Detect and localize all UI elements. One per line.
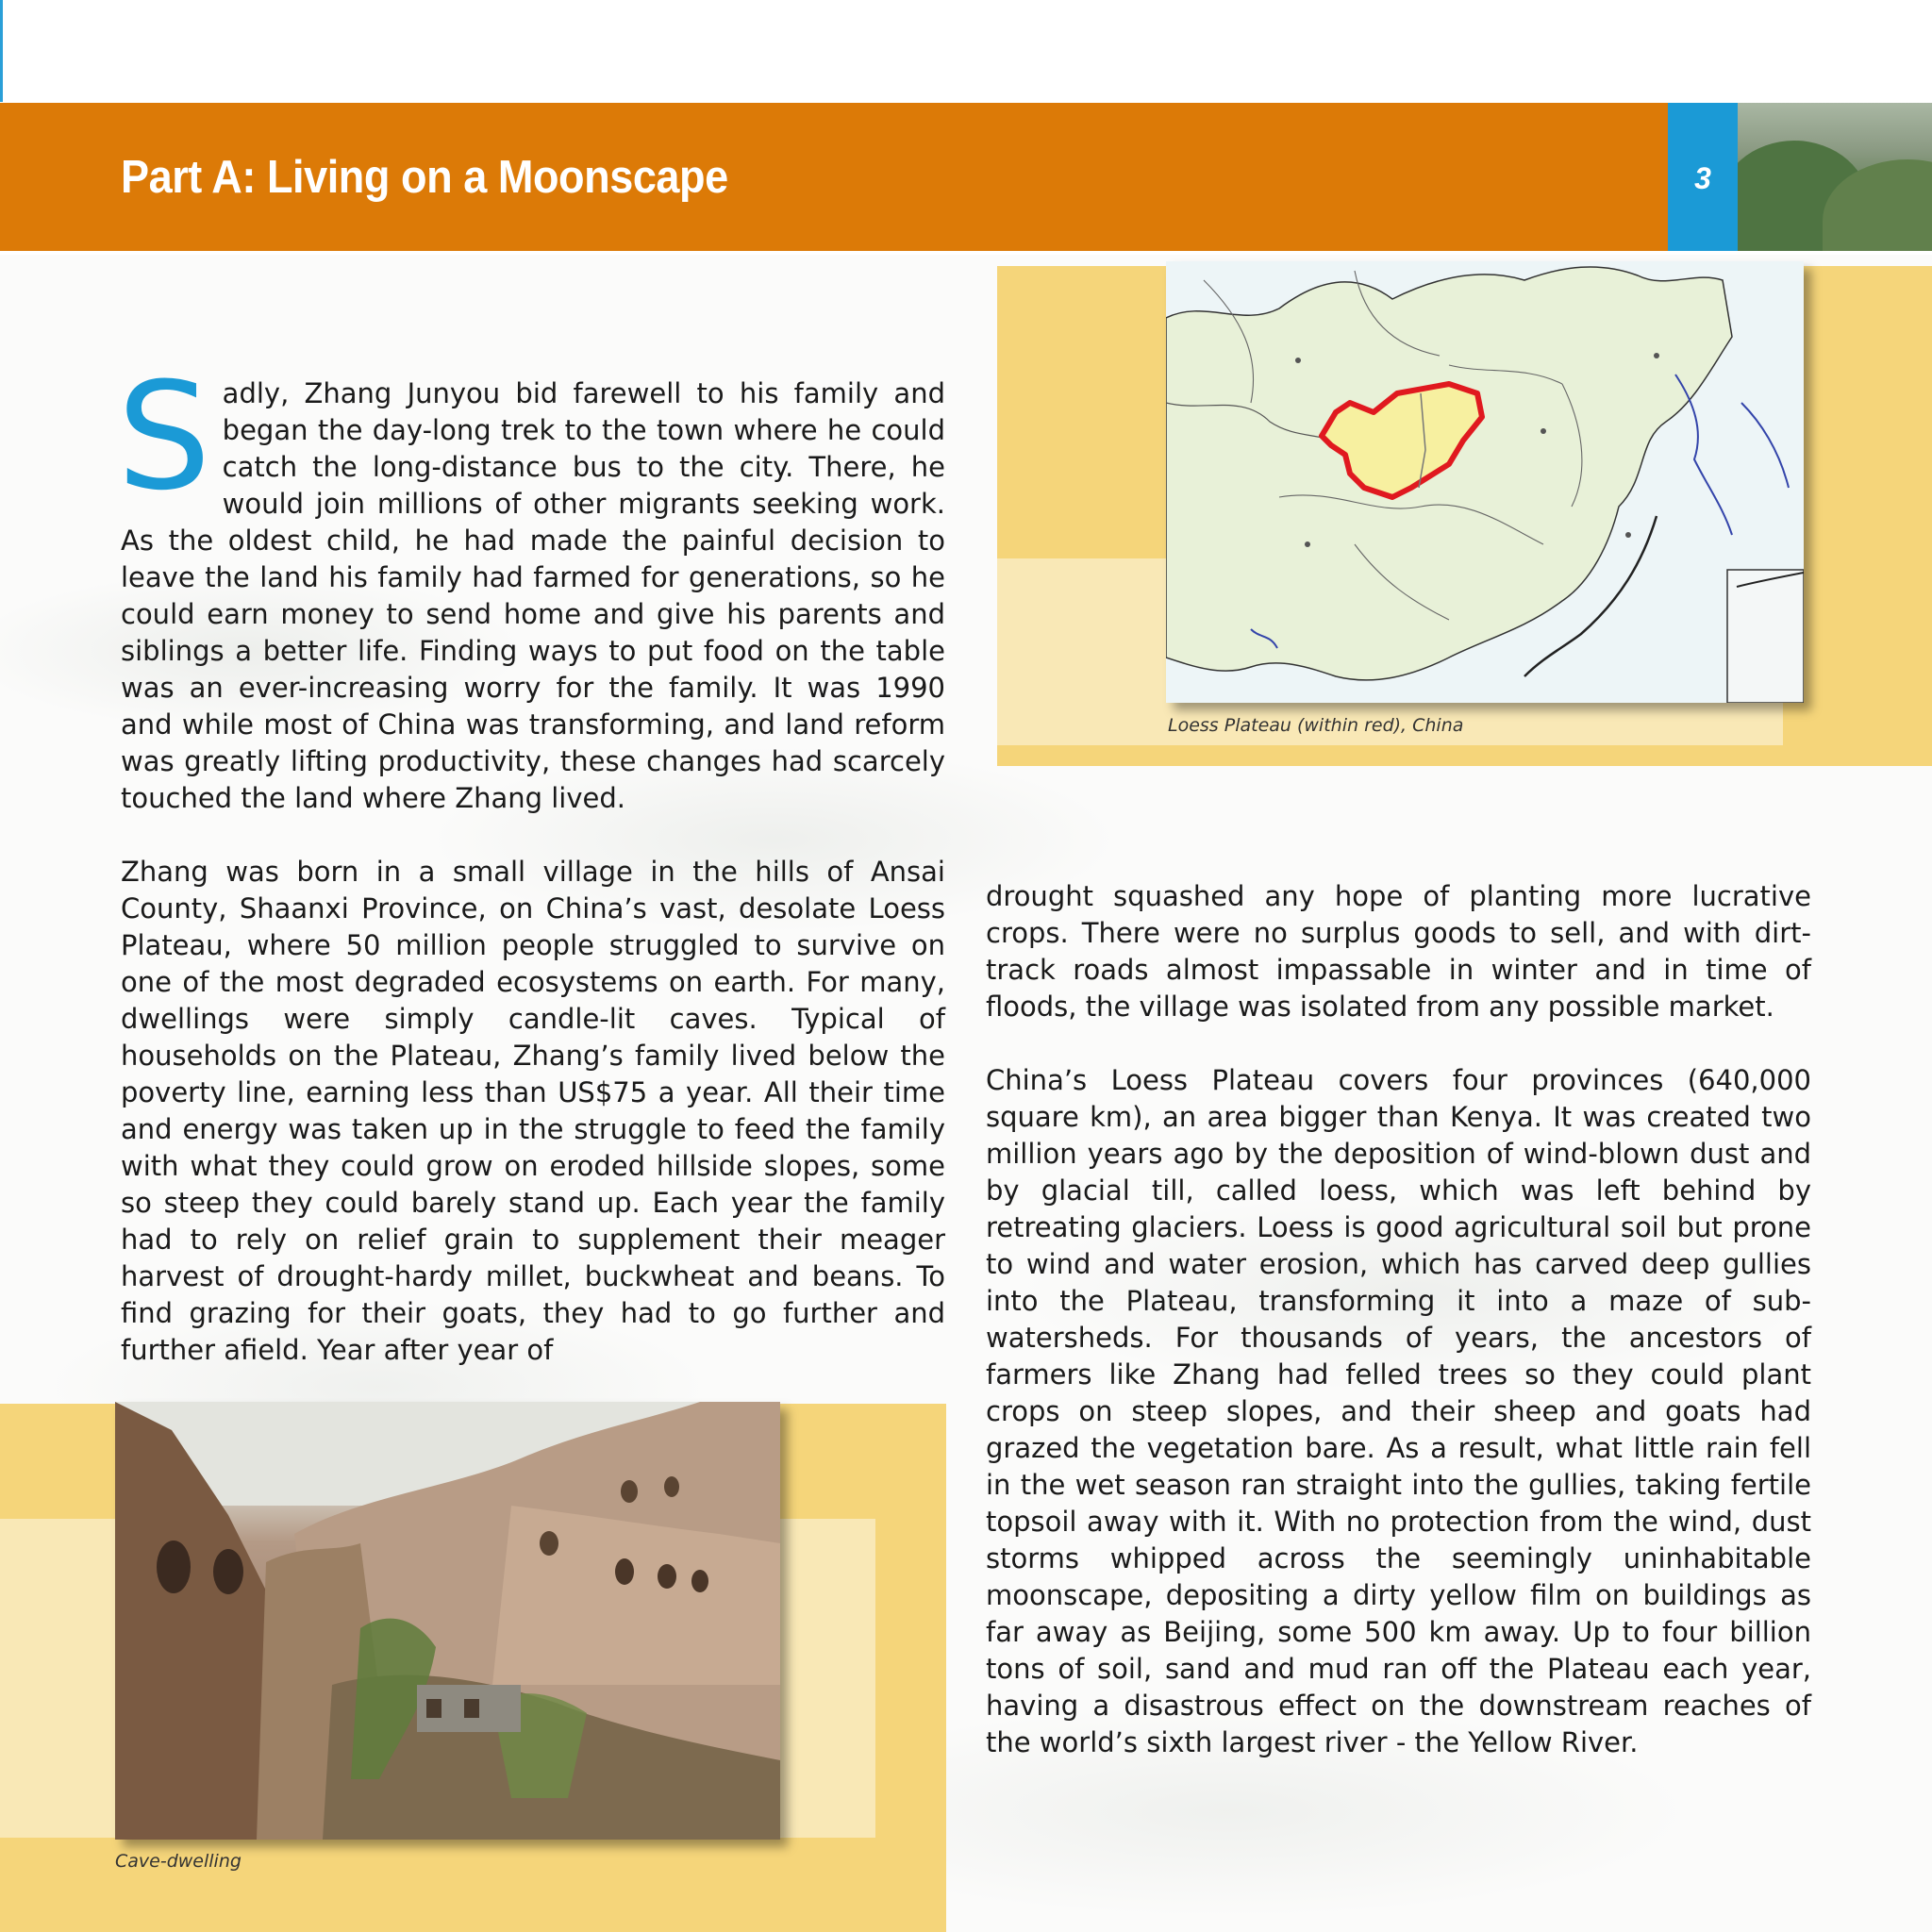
page-number: 3 [1694,161,1711,195]
drop-cap: S [117,351,211,524]
page-title: Part A: Living on a Moonscape [121,152,728,203]
article-paragraph-1 [117,351,945,817]
cave-dwelling-photo [115,1402,780,1840]
map-caption: Loess Plateau (within red), China [1168,715,1464,736]
map-image [1166,261,1804,703]
paragraph-text: adly, Zhang Junyou bid farewell to his family and began the day-long trek to the town where he could catch the long-distance bus to the city. There, he would join millions of other migrants seeking work. As the oldest child, he had made the painful decision to leave the land his family had farmed for generations, so he could earn money to send home and give his parents and siblings a better life. Finding ways to put food on the table was an ever-increasing worry for the family. It was 1990 and while most of China was transforming, and land reform was greatly lifting productivity, these changes had scarcely touched the land where Zhang lived. [121,377,945,814]
article-right-column [986,878,1811,1761]
article-paragraph-2 [121,854,945,1369]
photo-caption: Cave-dwelling [115,1851,242,1872]
paragraph-text: drought squashed any hope of planting more lucrative crops. There were no surplus goods to sell, and with dirt-track roads almost impassable in winter and in time of floods, the village was isolated from any possible market. [986,880,1811,1023]
china-map-graphic [1166,261,1804,703]
header-landscape-image [1738,103,1932,251]
paragraph-text: China’s Loess Plateau covers four provinces (640,000 square km), an area bigger than Kenya. It was created two million years ago by the deposition of wind-blown dust and by glacial till, called loess, which was left behind by retreating glaciers. Loess is good agricultural soil but prone to wind and water erosion, which has carved deep gullies into the Plateau, transforming it into a maze of sub-watersheds. For thousands of years, the ancestors of farmers like Zhang had felled trees so they could plant crops on steep slopes, and their sheep and goats had grazed the vegetation bare. As a result, what little rain fell in the wet season ran straight into the gullies, taking fertile topsoil away with it. With no protection from the wind, dust storms whipped across the seemingly uninhabitable moonscape, depositing a dirty yellow film on buildings as far away as Beijing, some 500 km away. Up to four billion tons of soil, sand and mud ran off the Plateau each year, having a disastrous effect on the downstream reaches of the world’s sixth largest river - the Yellow River. [986,1064,1811,1758]
paragraph-spacer [986,1025,1811,1062]
paragraph-text: Zhang was born in a small village in the hills of Ansai County, Shaanxi Province, on China’s vast, desolate Loess Plateau, where 50 million people struggled to survive on one of the most degraded ecosystems on earth. For many, dwellings were simply candle-lit caves. Typical of households on the Plateau, Zhang’s family lived below the poverty line, earning less than US$75 a year. All their time and energy was taken up in the struggle to feed the family with what they could grow on eroded hillside slopes, some so steep they could barely stand up. Each year the family had to rely on relief grain to supplement their meager harvest of drought-hardy millet, buckwheat and beans. To find grazing for their goats, they had to go further and further afield. Year after year of [121,856,945,1366]
page-number-badge [1668,103,1738,251]
cave-dwelling-graphic [115,1402,780,1840]
page-edge-marker [0,0,3,102]
